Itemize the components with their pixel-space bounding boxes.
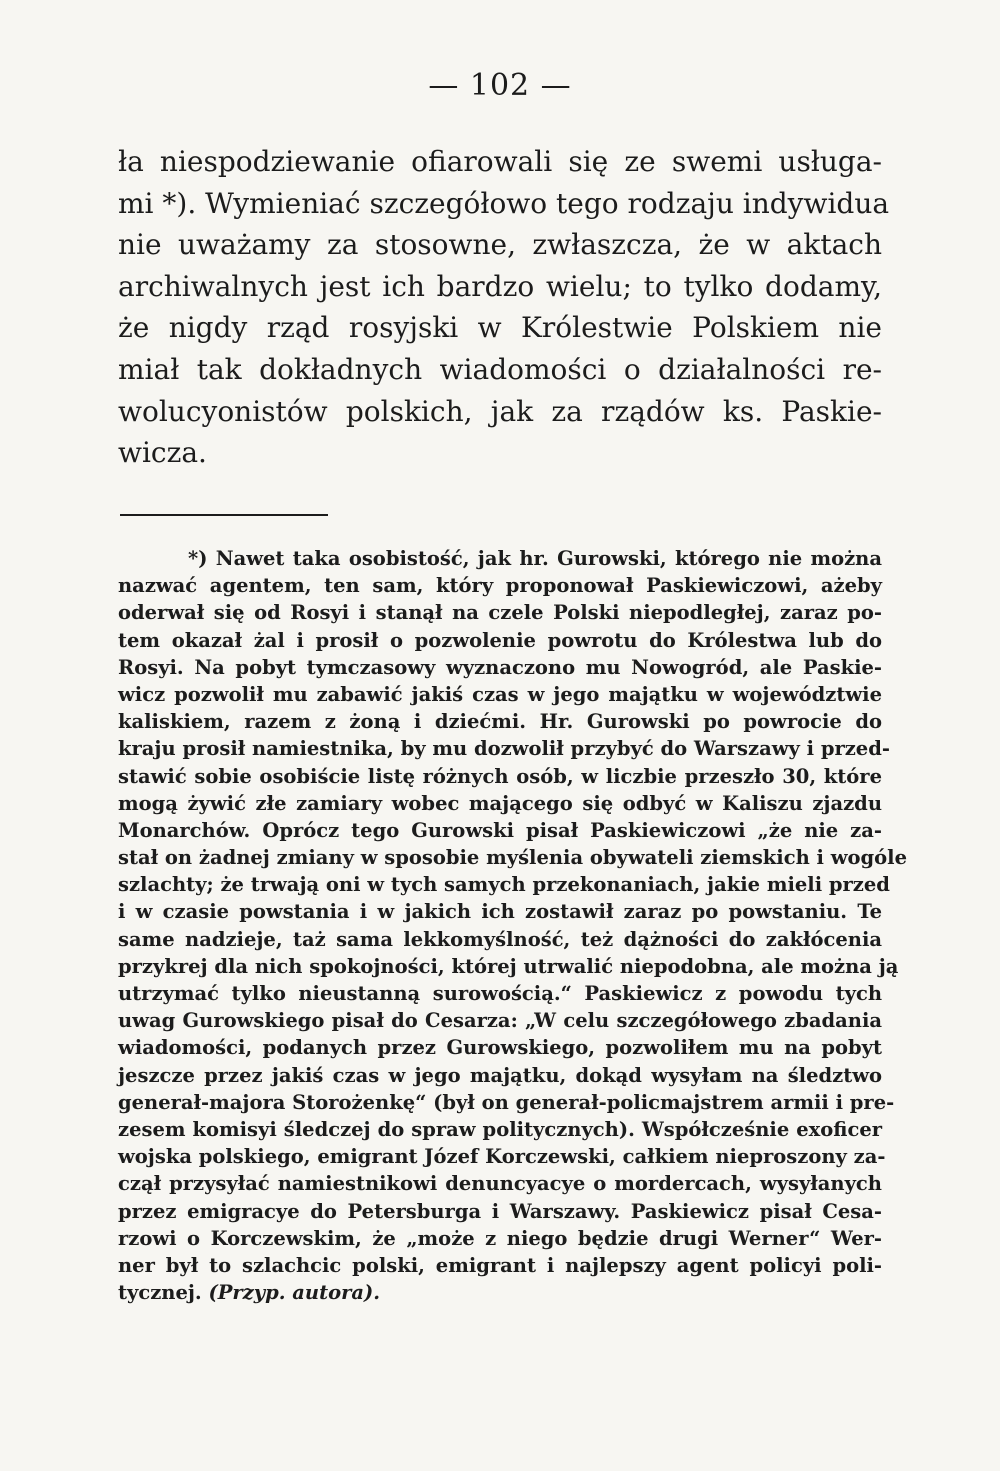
text-line: wolucyonistów polskich, jak za rządów ks. Paskie- bbox=[118, 394, 882, 428]
footnote-line: uwag Gurowskiego pisał do Cesarza: „W celu szczegółowego zbadania bbox=[118, 1009, 882, 1033]
footnote-line: wicz pozwolił mu zabawić jakiś czas w jego majątku w województwie bbox=[118, 682, 882, 706]
footnote-line: utrzymać tylko nieustanną surowością.“ Paskiewicz z powodu tych bbox=[118, 982, 882, 1005]
footnote-line: stał on żadnej zmiany w sposobie myślenia obywateli ziemskich i wogóle bbox=[118, 846, 907, 870]
footnote-line: przykrej dla nich spokojności, której utrwalić niepodobna, ale można ją bbox=[118, 954, 899, 978]
footnote-line: same nadzieje, taż sama lekkomyślność, też dążności do zakłócenia bbox=[118, 927, 882, 951]
author-note: (Przyp. autora). bbox=[208, 1281, 381, 1305]
footnote-line: generał-majora Storożenkę“ (był on generał-policmajstrem armii i pre- bbox=[118, 1090, 895, 1114]
footnote-line: wojska polskiego, emigrant Józef Korczewski, całkiem nieproszony za- bbox=[118, 1145, 886, 1169]
footnote-line: czął przysyłać namiestnikowi denuncyacye o mordercach, wysyłanych bbox=[118, 1172, 882, 1196]
footnote-line: kraju prosił namiestnika, by mu dozwolił przybyć do Warszawy i przed- bbox=[118, 737, 890, 761]
text-line: archiwalnych jest ich bardzo wielu; to tylko dodamy, bbox=[118, 269, 882, 303]
text-line: nie uważamy za stosowne, zwłaszcza, że w aktach bbox=[118, 228, 882, 262]
text-line: miał tak dokładnych wiadomości o działalności re- bbox=[118, 352, 882, 386]
text-line: że nigdy rząd rosyjski w Królestwie Polskiem nie bbox=[118, 311, 882, 345]
footnote-line: kaliskiem, razem z żoną i dziećmi. Hr. Gurowski po powrocie do bbox=[118, 710, 882, 734]
footnote-line: Rosyi. Na pobyt tymczasowy wyznaczono mu Nowogród, ale Paskie- bbox=[118, 655, 882, 679]
footnote-line: Monarchów. Oprócz tego Gurowski pisał Paskiewiczowi „że nie za- bbox=[118, 818, 882, 842]
footnote-line: szlachty; że trwają oni w tych samych przekonaniach, jakie mieli przed bbox=[118, 873, 890, 897]
footnote-line: zesem komisyi śledczej do spraw politycznych). Współcześnie exoficer bbox=[118, 1117, 882, 1141]
text-line: ła niespodziewanie ofiarowali się ze swemi usługa- bbox=[118, 145, 882, 178]
main-text bbox=[118, 141, 890, 474]
footnote bbox=[118, 545, 907, 1306]
text-line: wicza. bbox=[118, 436, 207, 470]
text-line: mi *). Wymieniać szczegółowo tego rodzaju indywidua bbox=[118, 186, 890, 220]
footnote-line: wiadomości, podanych przez Gurowskiego, pozwoliłem mu na pobyt bbox=[118, 1036, 882, 1060]
footnote-line: oderwał się od Rosyi i stanął na czele Polski niepodległej, zaraz po- bbox=[118, 601, 882, 625]
footnote-separator bbox=[120, 514, 328, 516]
footnote-line: tem okazał żal i prosił o pozwolenie powrotu do Królestwa lub do bbox=[118, 628, 882, 652]
footnote-line: ner był to szlachcic polski, emigrant i najlepszy agent policyi poli- bbox=[118, 1253, 882, 1277]
footnote-line: rzowi o Korczewskim, że „może z niego będzie drugi Werner“ Wer- bbox=[118, 1226, 882, 1250]
page-number: — 102 — bbox=[428, 68, 572, 103]
footnote-line: *) Nawet taka osobistość, jak hr. Gurowski, którego nie można bbox=[188, 547, 882, 570]
footnote-line: mogą żywić złe zamiary wobec mającego się odbyć w Kaliszu zjazdu bbox=[118, 791, 882, 815]
footnote-line: nazwać agentem, ten sam, który proponował Paskiewiczowi, ażeby bbox=[118, 574, 882, 598]
footnote-line: i w czasie powstania i w jakich ich zostawił zaraz po powstaniu. Te bbox=[118, 900, 882, 924]
footnote-line: jeszcze przez jakiś czas w jego majątku, dokąd wysyłam na śledztwo bbox=[118, 1063, 882, 1087]
footnote-last-line-text: tycznej. bbox=[118, 1281, 202, 1305]
footnote-line: stawić sobie osobiście listę różnych osób, w liczbie przeszło 30, które bbox=[118, 764, 882, 788]
footnote-last-line bbox=[118, 1279, 882, 1306]
footnote-line: przez emigracye do Petersburga i Warszawy. Paskiewicz pisał Cesa- bbox=[118, 1199, 882, 1223]
